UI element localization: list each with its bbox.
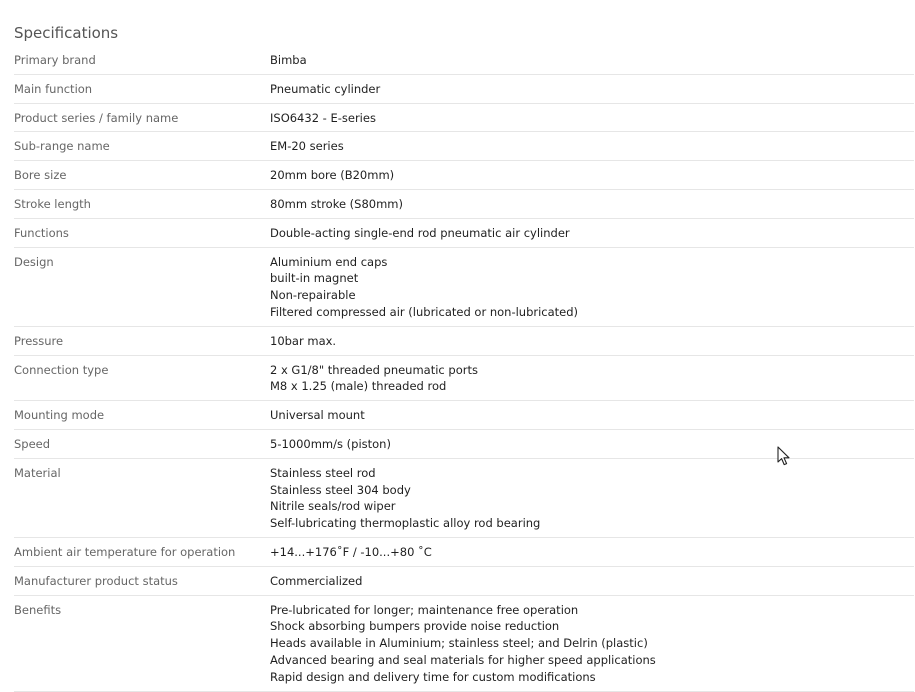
spec-value: Self-lubricating thermoplastic alloy rod bearing bbox=[270, 516, 541, 531]
spec-row bbox=[14, 132, 914, 161]
spec-values bbox=[270, 225, 914, 242]
spec-value: 10bar max. bbox=[270, 333, 337, 348]
spec-label: Manufacturer product status bbox=[14, 573, 178, 588]
spec-value: ISO6432 - E-series bbox=[270, 110, 376, 125]
section-title: Specifications bbox=[14, 24, 119, 43]
spec-row bbox=[14, 46, 914, 75]
spec-values bbox=[270, 167, 914, 184]
spec-label: Benefits bbox=[14, 602, 62, 617]
spec-label: Connection type bbox=[14, 362, 109, 377]
spec-value: Advanced bearing and seal materials for higher speed applications bbox=[270, 652, 656, 667]
spec-values bbox=[270, 333, 914, 350]
spec-value: Stainless steel rod bbox=[270, 465, 376, 480]
spec-label: Sub-range name bbox=[14, 139, 110, 154]
spec-value: Universal mount bbox=[270, 408, 365, 423]
spec-values bbox=[270, 110, 914, 127]
spec-label: Design bbox=[14, 254, 54, 269]
spec-label: Main function bbox=[14, 81, 93, 96]
spec-row bbox=[14, 219, 914, 248]
spec-value: Double-acting single-end rod pneumatic air cylinder bbox=[270, 225, 570, 240]
spec-values bbox=[270, 138, 914, 155]
spec-label: Product series / family name bbox=[14, 110, 179, 125]
spec-value: 20mm bore (B20mm) bbox=[270, 168, 395, 183]
spec-value: built-in magnet bbox=[270, 271, 359, 286]
spec-values bbox=[270, 573, 914, 590]
spec-label: Material bbox=[14, 465, 61, 480]
spec-label: Stroke length bbox=[14, 196, 91, 211]
spec-value: EM-20 series bbox=[270, 139, 344, 154]
spec-value: Shock absorbing bumpers provide noise reduction bbox=[270, 619, 560, 634]
spec-values bbox=[270, 362, 914, 396]
spec-value: Pneumatic cylinder bbox=[270, 81, 381, 96]
spec-row bbox=[14, 161, 914, 190]
spec-value: Bimba bbox=[270, 53, 307, 67]
spec-value: Stainless steel 304 body bbox=[270, 482, 411, 497]
spec-value: Nitrile seals/rod wiper bbox=[270, 499, 396, 514]
spec-row bbox=[14, 104, 914, 133]
spec-value: M8 x 1.25 (male) threaded rod bbox=[270, 379, 447, 394]
spec-values bbox=[270, 602, 914, 686]
specifications-table bbox=[14, 46, 914, 692]
spec-row bbox=[14, 75, 914, 104]
spec-row bbox=[14, 459, 914, 538]
spec-value: +14...+176˚F / -10...+80 ˚C bbox=[270, 544, 432, 559]
spec-label: Ambient air temperature for operation bbox=[14, 544, 236, 559]
spec-value: Filtered compressed air (lubricated or non-lubricated) bbox=[270, 304, 579, 319]
spec-row bbox=[14, 401, 914, 430]
spec-label: Speed bbox=[14, 436, 51, 451]
spec-values bbox=[270, 196, 914, 213]
spec-value: 5-1000mm/s (piston) bbox=[270, 436, 391, 451]
spec-values bbox=[270, 52, 914, 69]
spec-row bbox=[14, 248, 914, 327]
spec-label: Pressure bbox=[14, 333, 64, 348]
spec-label: Bore size bbox=[14, 168, 67, 183]
spec-value: 80mm stroke (S80mm) bbox=[270, 196, 403, 211]
spec-label: Mounting mode bbox=[14, 408, 105, 423]
spec-row bbox=[14, 538, 914, 567]
spec-row bbox=[14, 596, 914, 692]
spec-row bbox=[14, 356, 914, 402]
spec-value: Aluminium end caps bbox=[270, 254, 388, 269]
spec-value: 2 x G1/8" threaded pneumatic ports bbox=[270, 362, 478, 377]
spec-row bbox=[14, 327, 914, 356]
spec-row bbox=[14, 567, 914, 596]
spec-values bbox=[270, 436, 914, 453]
spec-value: Non-repairable bbox=[270, 288, 356, 303]
spec-value: Pre-lubricated for longer; maintenance free operation bbox=[270, 602, 579, 617]
spec-label: Functions bbox=[14, 225, 69, 240]
spec-values bbox=[270, 465, 914, 532]
spec-value: Commercialized bbox=[270, 573, 363, 588]
spec-label: Primary brand bbox=[14, 53, 96, 67]
spec-row bbox=[14, 190, 914, 219]
spec-value: Rapid design and delivery time for custom modifications bbox=[270, 669, 596, 684]
spec-values bbox=[270, 407, 914, 424]
spec-values bbox=[270, 254, 914, 321]
spec-value: Heads available in Aluminium; stainless steel; and Delrin (plastic) bbox=[270, 636, 648, 651]
mouse-pointer-icon bbox=[777, 446, 791, 466]
spec-values bbox=[270, 544, 914, 561]
spec-values bbox=[270, 81, 914, 98]
